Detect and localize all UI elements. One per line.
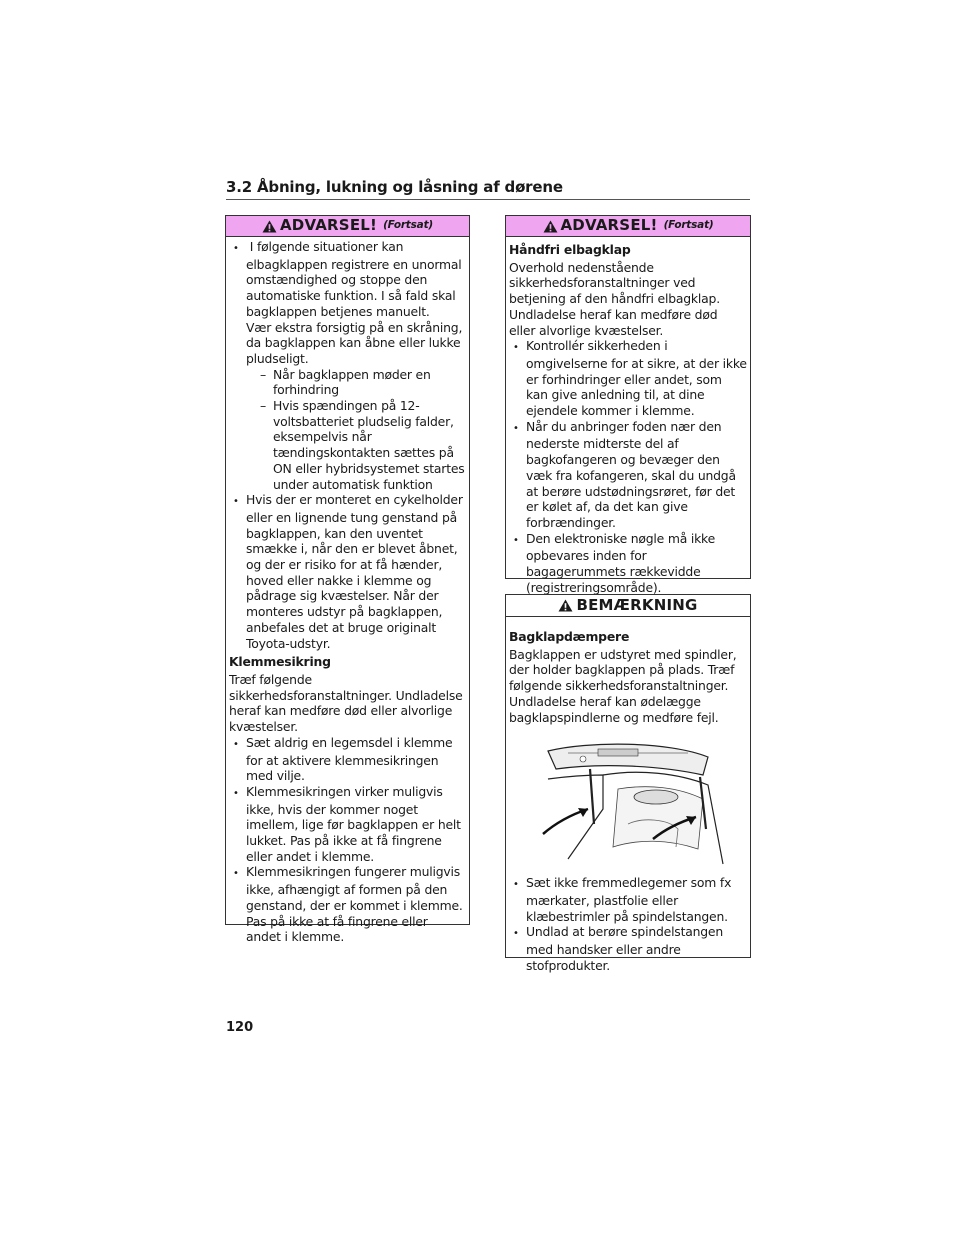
notice-box [505,594,751,973]
paragraph: Overhold nedenstående sikkerhedsforanstaltninger ved betjening af den håndfri elbagklap. Undladelse heraf kan medføre død eller alvorlige kvæstelser. [509,259,720,338]
subheading: Klemmesikring [229,654,331,670]
subheading: Bagklapdæmpere [509,629,630,644]
paragraph: Bagklappen er udstyret med spindler, der holder bagklappen på plads. Træf følgende sikkerhedsforanstaltninger. Undladelse heraf kan ødelægge bagklapspindlerne og medføre fejl. [509,646,737,725]
list-item: • Sæt aldrig en legemsdel i klemme for at aktivere klemmesikringen med vilje. [229,735,466,784]
warning-subtitle: (Fortsat) [383,219,433,232]
notice-title: BEMÆRKNING [576,595,698,614]
list-item: • Den elektroniske nøgle må ikke opbevares inden for bagagerummets rækkevidde (registreringsområde). [509,531,747,596]
list-item: • Hvis der er monteret en cykelholder eller en lignende tung genstand på bagklappen, kan den uventet smække i, når den er blevet åbnet, og der er risiko for at få hænder, hoved eller nakke i klemme og pådrage sig kvæstelser. Når der monteres udstyr på bagklappen, anbefales det at bruge originalt Toyota-udstyr. [229,492,466,651]
subheading: Håndfri elbagklap [509,242,631,257]
list-item: • Klemmesikringen fungerer muligvis ikke, afhængigt af formen på den genstand, der er kommet i klemme. Pas på ikke at få fingrene eller andet i klemme. [229,864,466,945]
section-header: 3.2 Åbning, lukning og låsning af dørene [226,178,750,200]
list-item: • I følgende situationer kan elbagklappen registrere en unormal omstændighed og stoppe den automatiske funktion. I så fald skal bagklappen betjenes manuelt. Vær ekstra forsigtig på en skråning, da bagklappen kan åbne eller lukke pludseligt. – Når bagklappen møder en forhindring – Hvis spændingen på 12-voltsbatteriet pludselig falder, eksempelvis når tændingskontakten sættes på ON eller hybridsystemet startes under automatisk funktion [229,239,466,492]
notice-header [506,595,750,617]
list-item: • Når du anbringer foden nær den nederste midterste del af bagkofangeren og bevæger den væk fra kofangeren, skal du undgå at berøre udstødningsrøret, før det er kølet af, da det kan give forbrændinger. [509,419,747,531]
warning-header [506,216,750,237]
warning-title: ADVARSEL! [280,216,378,235]
warning-box-right [505,215,751,595]
warning-header [226,216,469,237]
page-number: 120 [226,1020,254,1035]
list-item: • Undlad at berøre spindelstangen med handsker eller andre stofprodukter. [509,924,747,973]
list-item: • Kontrollér sikkerheden i omgivelserne for at sikre, at der ikke er forhindringer eller andet, som kan give anledning til, at dine ejendele kommer i klemme. [509,338,747,419]
warning-title: ADVARSEL! [560,216,658,235]
warning-box-left [225,215,470,945]
warning-triangle-icon [543,220,558,233]
list-item: • Sæt ikke fremmedlegemer som fx mærkater, plastfolie eller klæbestrimler på spindelstangen. [509,875,747,924]
paragraph: Træf følgende sikkerhedsforanstaltninger. Undladelse heraf kan medføre død eller alvorlige kvæstelser. [229,671,463,735]
list-item: – Hvis spændingen på 12-voltsbatteriet pludselig falder, eksempelvis når tændingskontakten sættes på ON eller hybridsystemet startes under automatisk funktion [246,398,466,492]
tailgate-struts-illustration [528,739,728,869]
list-item: – Når bagklappen møder en forhindring [246,367,466,398]
warning-subtitle: (Fortsat) [663,219,714,232]
warning-triangle-icon [558,599,573,612]
warning-triangle-icon [262,220,277,233]
list-item: • Klemmesikringen virker muligvis ikke, hvis der kommer noget imellem, lige før bagklappen er helt lukket. Pas på ikke at få fingrene eller andet i klemme. [229,784,466,865]
